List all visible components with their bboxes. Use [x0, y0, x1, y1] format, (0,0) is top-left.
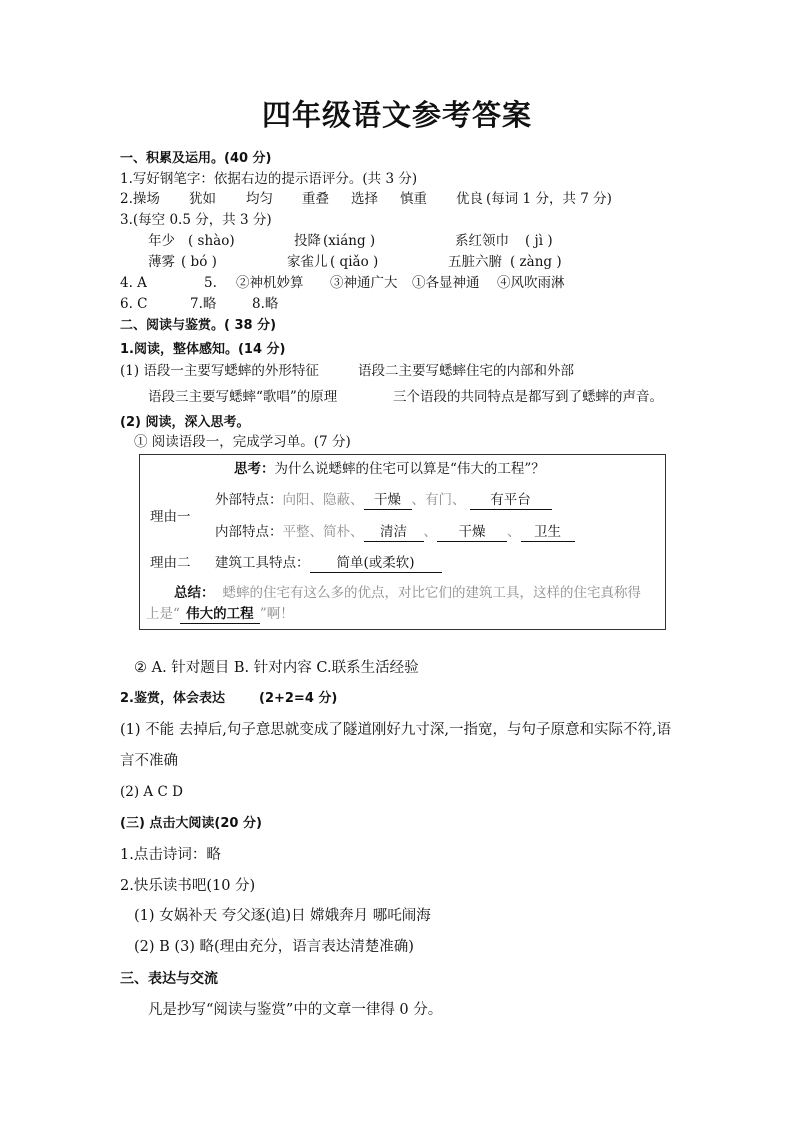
box-question-label: 思考：: [234, 461, 275, 477]
tool-label: 建筑工具特点：: [215, 555, 310, 571]
q5-item: ③神通广大: [330, 275, 398, 291]
q3-word: 系红领巾: [455, 233, 509, 249]
q2-word: 重叠: [302, 191, 329, 207]
summary-line-2: [146, 608, 294, 624]
q8-text: 8.略: [252, 296, 279, 312]
part4-q2-answer-2: (2) B (3) 略(理由充分，语言表达清楚准确): [134, 939, 414, 955]
q2-word: 慎重: [400, 191, 427, 207]
outer-answer: 干燥: [364, 494, 412, 510]
inner-label: 内部特点：: [215, 524, 283, 540]
q5-item: ①各显神通: [412, 275, 480, 291]
q3-word: 投降: [294, 233, 321, 249]
q3-pinyin: (xiáng ): [323, 233, 376, 249]
summary-text: 上是“: [146, 606, 180, 622]
q2-word: 均匀: [246, 191, 273, 207]
part3-answer-1: (1) 不能 去掉后,句子意思就变成了隧道刚好九寸深,一指宽，与句子原意和实际不符,语: [120, 722, 672, 738]
part2-heading: (2) 阅读，深入思考。: [120, 415, 250, 430]
part3-heading: 2.鉴赏，体会表达: [120, 691, 225, 706]
part3-answer-2: (2) A C D: [120, 784, 183, 800]
part3-answer-1-cont: 言不准确: [120, 753, 178, 769]
page-title: 四年级语文参考答案: [261, 98, 532, 132]
q1-text: 1.写好钢笔字：依据右边的提示语评分。(共 3 分): [120, 171, 418, 187]
section-2-heading: 二、阅读与鉴赏。( 38 分): [120, 318, 277, 333]
summary-answer: 伟大的工程: [180, 608, 260, 624]
outer-mid: 、有门、: [411, 492, 466, 508]
q3-pinyin: ( zàng ): [510, 254, 562, 270]
q6-text: 6. C: [120, 296, 148, 312]
q7-text: 7.略: [190, 296, 217, 312]
section-3-heading: 三、表达与交流: [120, 971, 218, 987]
q5-item: ④风吹雨淋: [497, 275, 565, 291]
inner-answer: 卫生: [521, 526, 575, 542]
q5-item: ②神机妙算: [236, 275, 304, 291]
q3-word: 家雀儿: [287, 254, 328, 270]
q3-word: 薄雾: [148, 254, 175, 270]
q3-pinyin: ( bó ): [181, 254, 217, 270]
q3-pinyin: ( qiǎo ): [330, 254, 379, 270]
summary-text: ”啊！: [259, 606, 294, 622]
q3-head: 3.(每空 0.5 分，共 3 分): [120, 212, 272, 228]
inner-features: 内部特点：平整、简朴、 清洁 、 干燥 、 卫生: [215, 526, 575, 542]
part4-heading: (三) 点击大阅读(20 分): [120, 816, 262, 831]
box-question-text: 为什么说蟋蟀的住宅可以算是“伟大的工程”？: [274, 461, 545, 477]
q2-word: 优良: [456, 191, 483, 207]
part1-line: 三个语段的共同特点是都写到了蟋蟀的声音。: [393, 389, 663, 405]
summary-text: 蟋蟀的住宅有这么多的优点，对比它们的建筑工具，这样的住宅真称得: [222, 585, 641, 601]
part4-q2-answer-1: (1) 女娲补天 夸父逐(追)日 嫦娥奔月 哪吒闹海: [134, 908, 431, 924]
q3-pinyin: ( jì ): [525, 233, 553, 249]
box-question: [234, 463, 545, 477]
tool-features: [215, 557, 442, 573]
outer-label: 外部特点：: [215, 492, 283, 508]
section-1-heading: 一、积累及运用。(40 分): [120, 151, 272, 166]
part2-subheading: ① 阅读语段一，完成学习单。(7 分): [134, 434, 351, 450]
q5-label: 5.: [204, 275, 217, 291]
part1-line: 语段三主要写蟋蟀“歌唱”的原理: [148, 389, 338, 405]
part1-line: (1) 语段一主要写蟋蟀的外形特征: [120, 363, 319, 379]
worksheet-box: [139, 454, 666, 630]
q3-word: 五脏六腑: [448, 254, 502, 270]
q3-word: 年少: [148, 233, 175, 249]
q2-note: (每词 1 分，共 7 分): [486, 191, 612, 207]
tool-answer: 简单(或柔软): [310, 557, 442, 573]
q2-word: 犹如: [189, 191, 216, 207]
q2-word: 选择: [351, 191, 378, 207]
part4-q2: 2.快乐读书吧(10 分): [120, 878, 256, 894]
part1-heading: 1.阅读，整体感知。(14 分): [120, 342, 286, 357]
q3-pinyin: ( shào): [188, 233, 235, 249]
inner-answer: 清洁: [364, 526, 424, 542]
reason-2-label: 理由二: [150, 555, 191, 571]
choice-answer: ② A. 针对题目 B. 针对内容 C.联系生活经验: [134, 660, 419, 676]
outer-given: 向阳、隐蔽、: [282, 492, 364, 508]
inner-answer: 干燥: [437, 526, 507, 542]
q4-text: 4. A: [120, 275, 147, 291]
summary-line-1: [174, 587, 641, 601]
outer-answer: 有平台: [470, 494, 552, 510]
inner-given: 平整、简朴、: [282, 524, 364, 540]
reason-1-label: 理由一: [150, 509, 191, 525]
q2-prefix: 2.操场: [120, 191, 160, 207]
summary-label: 总结：: [174, 585, 215, 601]
part3-score: (2+2=4 分): [259, 691, 338, 706]
section-3-text: 凡是抄写“阅读与鉴赏”中的文章一律得 0 分。: [148, 1002, 443, 1018]
outer-features: [215, 494, 552, 510]
part4-q1: 1.点击诗词：略: [120, 847, 221, 863]
part1-line: 语段二主要写蟋蟀住宅的内部和外部: [358, 363, 574, 379]
